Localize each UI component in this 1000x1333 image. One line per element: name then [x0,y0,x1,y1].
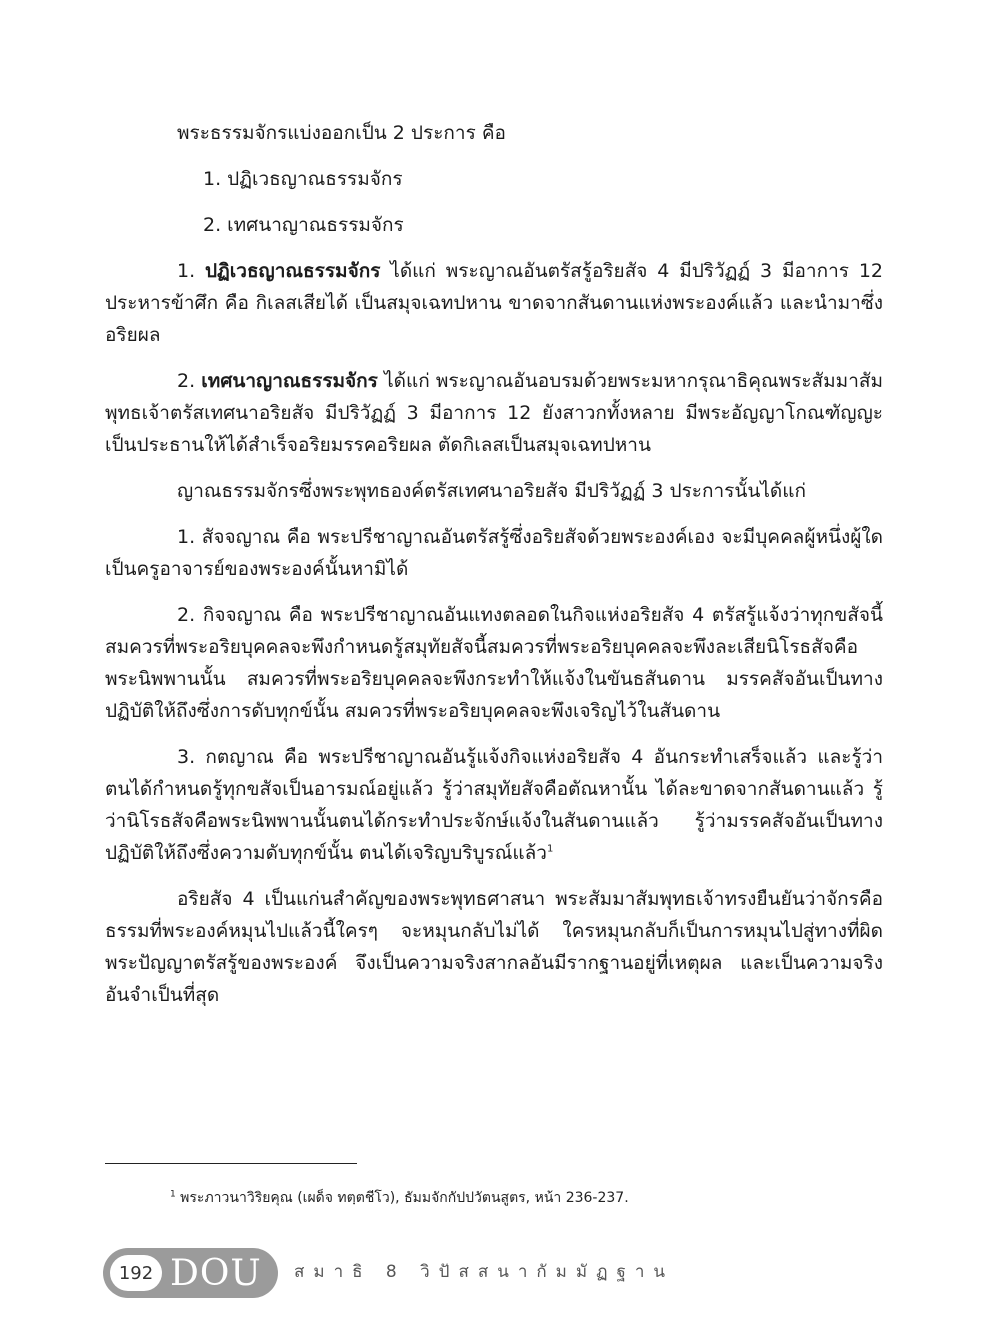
paragraph-3: ญาณธรรมจักรซึ่งพระพุทธองค์ตรัสเทศนาอริยสัจ มีปริวัฏฏ์ 3 ประการนั้นได้แก่ [177,480,807,502]
paragraph-1-number: 1. [177,260,205,282]
paragraph-1-text: ได้แก่ พระญาณอันตรัสรู้อริยสัจ 4 มีปริวัฏฏ์ 3 มีอาการ 12 ประหารข้าศึก คือ กิเลสเสียได้ เป็นสมุจเฉทปหาน ขาดจากสันดานแห่งพระองค์แล้ว และนำมาซึ่งอริยผล [105,260,883,346]
footnote-text: พระภาวนาวิริยคุณ (เผด็จ ทตฺตชีโว), ธัมมจักกัปปวัตนสูตร, หน้า 236-237. [175,1190,629,1206]
paragraph-6 [105,741,883,869]
footnote [170,1188,870,1208]
paragraph-6-text: 3. กตญาณ คือ พระปรีชาญาณอันรู้แจ้งกิจแห่งอริยสัจ 4 อันกระทำเสร็จแล้ว และรู้ว่าตนได้กำหนดรู้ทุกขสัจเป็นอารมณ์อยู่แล้ว รู้ว่าสมุทัยสัจคือตัณหานั้น ได้ละขาดจากสันดานแล้ว รู้ว่านิโรธสัจคือพระนิพพานนั้นตนได้กระทำประจักษ์แจ้งในสันดานแล้ว รู้ว่ามรรคสัจอันเป็นทางปฏิบัติให้ถึงซึ่งความดับทุกข์นั้น ตนได้เจริญบริบูรณ์แล้ว [105,746,883,864]
dou-logo: DOU [170,1253,262,1294]
paragraph-2-text: ได้แก่ พระญาณอันอบรมด้วยพระมหากรุณาธิคุณพระสัมมาสัมพุทธเจ้าตรัสเทศนาอริยสัจ มีปริวัฏฏ์ 3 มีอาการ 12 ยังสาวกทั้งหลาย มีพระอัญญาโกณฑัญญะเป็นประธานให้ได้สำเร็จอริยมรรคอริยผล ตัดกิเลสเป็นสมุจเฉทปหาน [105,370,883,456]
footer-book-title: สมาธิ 8 วิปัสสนากัมมัฏฐาน [294,1262,675,1282]
footnote-marker: 1 [170,1189,176,1200]
list-item-2: 2. เทศนาญาณธรรมจักร [203,214,404,236]
body-text [105,117,883,1025]
intro-line: พระธรรมจักรแบ่งออกเป็น 2 ประการ คือ [177,122,506,144]
footnote-reference: 1 [546,843,554,855]
page-number: 192 [110,1255,162,1291]
paragraph-5: 2. กิจจญาณ คือ พระปรีชาญาณอันแทงตลอดในกิจแห่งอริยสัจ 4 ตรัสรู้แจ้งว่าทุกขสัจนี้สมควรที่พระอริยบุคคลจะพึงกำหนดรู้สมุทัยสัจนี้สมควรที่พระอริยบุคคลจะพึงละเสียนิโรธสัจคือพระนิพพานนั้น สมควรที่พระอริยบุคคลจะพึงกระทำให้แจ้งในขันธสันดาน มรรคสัจอันเป็นทางปฏิบัติให้ถึงซึ่งการดับทุกข์นั้น สมควรที่พระอริยบุคคลจะพึงเจริญไว้ในสันดาน [105,604,883,722]
paragraph-2-number: 2. [177,370,202,392]
paragraph-4: 1. สัจจญาณ คือ พระปรีชาญาณอันตรัสรู้ซึ่งอริยสัจด้วยพระองค์เอง จะมีบุคคลผู้หนึ่งผู้ใดเป็นครูอาจารย์ของพระองค์นั้นหามิได้ [105,526,883,580]
paragraph-2 [105,365,883,461]
list-item-1: 1. ปฏิเวธญาณธรรมจักร [203,168,403,190]
paragraph-2-term: เทศนาญาณธรรมจักร [201,370,378,392]
paragraph-7: อริยสัจ 4 เป็นแก่นสำคัญของพระพุทธศาสนา พระสัมมาสัมพุทธเจ้าทรงยืนยันว่าจักรคือธรรมที่พระองค์หมุนไปแล้วนี้ใครๆ จะหมุนกลับไม่ได้ ใครหมุนกลับก็เป็นการหมุนไปสู่ทางที่ผิด พระปัญญาตรัสรู้ของพระองค์ จึงเป็นความจริงสากลอันมีรากฐานอยู่ที่เหตุผล และเป็นความจริงอันจำเป็นที่สุด [105,888,883,1006]
footnote-divider [105,1163,357,1164]
paragraph-1 [105,255,883,351]
paragraph-1-term: ปฏิเวธญาณธรรมจักร [204,260,381,282]
